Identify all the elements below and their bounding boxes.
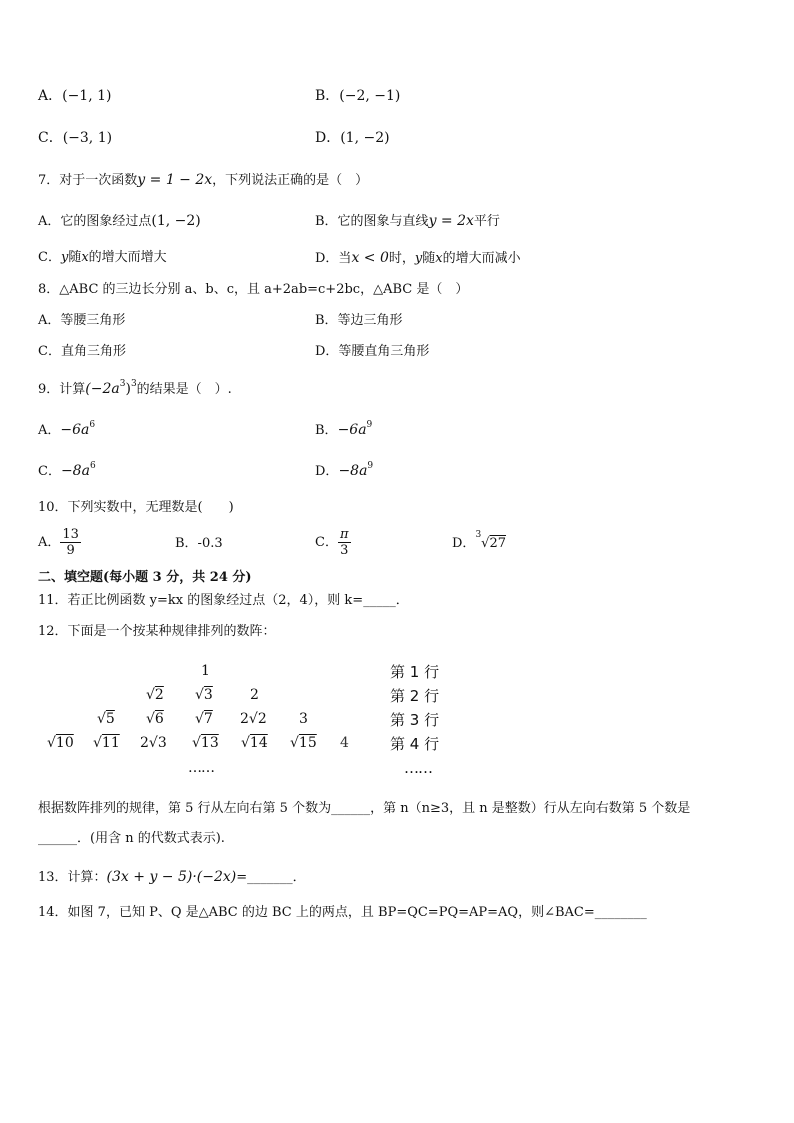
array-cell: √2 [146,687,164,703]
q6-option-d: D．(1, −2) [315,130,390,146]
row-label: 第 4 行 [390,735,440,753]
row-label: 第 3 行 [390,711,440,729]
array-cell: √11 [93,735,120,751]
q9-option-d: D．$-8a^9$ [315,460,374,479]
array-cell: 2√3 [140,735,167,751]
q8-stem: 8．△ABC 的三边长分别 a、b、c，且 a+2ab=c+2bc，△ABC 是（ ） [38,282,469,297]
array-cell: √3 [195,687,213,703]
q13-stem: 13．计算：(3x + y − 5)·(−2x)=_______． [38,869,306,885]
section-heading: 二、填空题(每小题 3 分，共 24 分) [38,570,252,585]
array-cell: √13 [192,735,219,751]
q9-option-b: B．$-6a^9$ [315,419,373,438]
q9-option-c: C．$-8a^6$ [38,460,96,479]
q12-stem: 12．下面是一个按某种规律排列的数阵： [38,624,276,639]
q6-option-b: B．(−2, −1) [315,88,401,104]
q6-option-c: C．(−3, 1) [38,130,113,146]
q11-stem: 11．若正比例函数 y=kx 的图象经过点（2，4），则 k=_____． [38,593,409,608]
q12-followup-line-1: 根据数阵排列的规律，第 5 行从左向右第 5 个数为______，第 n（n≥3，且 n 是整数）行从左向右数第 5 个数是 [38,801,691,816]
q10-option-a: A． $\frac{13}{9}$ [38,527,79,558]
array-cell: 2 [250,687,259,703]
q7-option-c: C．y随x的增大而增大 [38,250,167,265]
fraction: $\frac{13}{9}$ [62,527,79,558]
q10-option-c: C． $\frac{\pi}{3}$ [315,527,349,558]
q6-option-a: A．(−1, 1) [38,88,112,104]
q9-stem: 9．计算$(-2a^3)^3$的结果是（ ）. [38,378,232,397]
array-cell: 3 [299,711,308,727]
q8-option-b: B．等边三角形 [315,313,403,328]
array-cell: √5 [97,711,115,727]
row-label: 第 1 行 [390,663,440,681]
array-cell: √14 [241,735,268,751]
q9-option-a: A．$-6a^6$ [38,419,96,438]
array-cell: √10 [47,735,74,751]
q7-option-b: B．它的图象与直线y = 2x平行 [315,213,500,229]
q8-option-d: D．等腰直角三角形 [315,344,430,359]
q10-stem: 10．下列实数中，无理数是( ) [38,500,234,515]
array-cell: 2√2 [240,711,267,727]
q7-option-a: A．它的图象经过点(1, −2) [38,213,201,229]
q10-option-b: B．-0.3 [175,536,223,551]
array-cell: 1 [201,663,210,679]
array-ellipsis: …… [188,760,214,776]
array-cell: √15 [290,735,317,751]
q7-option-d: D．当x < 0时，y随x的增大而减小 [315,250,521,266]
q14-stem: 14．如图 7，已知 P、Q 是△ABC 的边 BC 上的两点，且 BP=QC=PQ=AP=AQ，则∠BAC=________ [38,905,647,920]
row-label: …… [404,759,432,777]
q10-option-d: D．$^3$√27 [452,529,507,551]
array-cell: √7 [195,711,213,727]
array-cell: √6 [146,711,164,727]
array-cell: 4 [340,735,349,751]
q8-option-a: A．等腰三角形 [38,313,126,328]
fraction: $\frac{\pi}{3}$ [339,527,349,558]
row-label: 第 2 行 [390,687,440,705]
q12-followup-line-2: ______．(用含 n 的代数式表示). [38,831,225,846]
q7-stem: 7．对于一次函数y = 1 − 2x，下列说法正确的是（ ） [38,172,369,188]
q8-option-c: C．直角三角形 [38,344,126,359]
